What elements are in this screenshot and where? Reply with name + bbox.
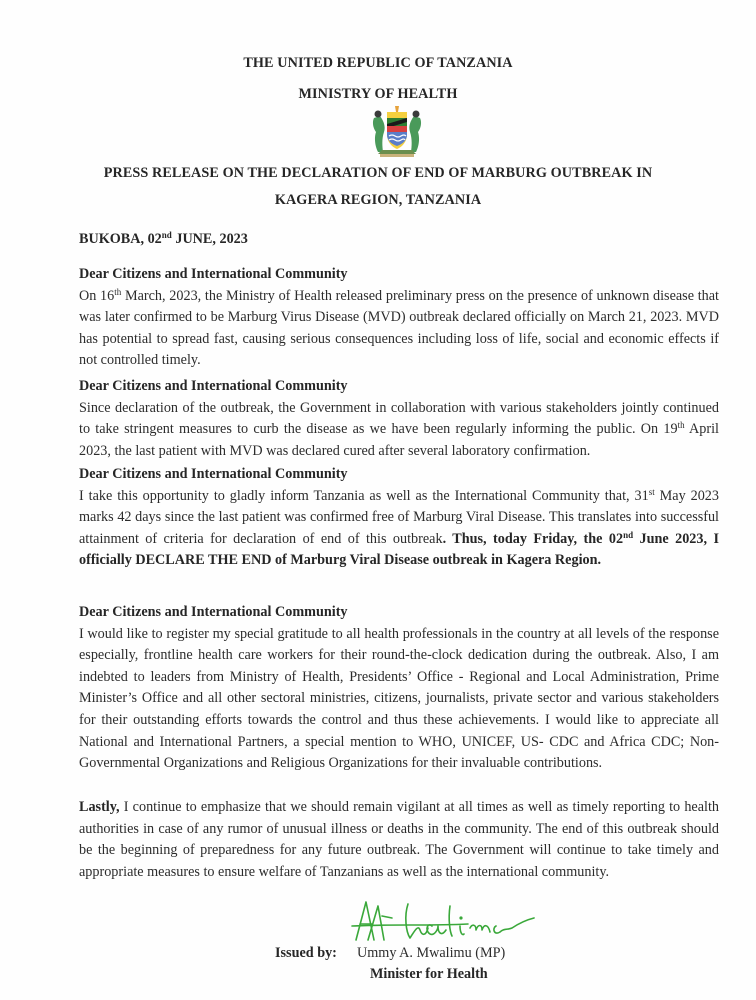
section-closing (79, 797, 719, 883)
ministry-heading: MINISTRY OF HEALTH (298, 86, 458, 102)
paragraph: I take this opportunity to gladly inform Tanzania as well as the International Community that, 31st May 2023 marks 42 days since the last patient was confirmed free of Marburg Viral Disease. This translates into successful attainment of criteria for declaration of end of this outbreak. Thus, today Friday, the 02nd June 2023, I officially DECLARE THE END of Marburg Viral Disease outbreak in Kagera Region. (79, 486, 719, 569)
paragraph: Lastly, I continue to emphasize that we should remain vigilant at all times as well as timely reporting to health authorities in case of any rumor of unusual illness or deaths in the community. The end of this outbreak should be the beginning of preparedness for any future outbreak. The Government will continue to take timely and appropriate measures to ensure welfare of Tanzanians as well as the international community. (79, 799, 719, 880)
dateline-place: BUKOBA, 02 (79, 231, 162, 247)
issuer-name: Ummy A. Mwalimu (MP) (357, 945, 506, 961)
issued-by-label: Issued by: (275, 945, 337, 961)
salutation: Dear Citizens and International Community (79, 604, 348, 620)
salutation: Dear Citizens and International Community (79, 466, 348, 482)
tanzania-coat-of-arms-icon (368, 104, 426, 160)
salutation: Dear Citizens and International Community (79, 266, 348, 282)
section-measures (79, 376, 719, 462)
salutation: Dear Citizens and International Community (79, 378, 348, 394)
paragraph: On 16th March, 2023, the Ministry of Health released preliminary press on the presence of unknown disease that was later confirmed to be Marburg Virus Disease (MVD) outbreak declared officially on March 21, 2023. MVD has potential to spread fast, causing serious consequences including loss of life, social and economic effects if not controlled timely. (79, 286, 719, 369)
section-declaration (79, 464, 719, 572)
issuer-title: Minister for Health (370, 966, 488, 982)
section-gratitude (79, 602, 719, 775)
dateline-ordinal: nd (161, 230, 172, 240)
paragraph: I would like to register my special gratitude to all health professionals in the country at all levels of the response especially, frontline health care workers for their round-the-clock dedication during the outbreak. Also, I am indebted to leaders from Ministry of Health, Presidents’ Office - Regional and Local Administration, Prime Minister’s Office and all other sectoral ministries, citizens, journalists, private sector and various stakeholders for their outstanding efforts towards the control and thus these achievements. I would like to appreciate all National and International Partners, a special mention to WHO, UNICEF, US- CDC and Africa CDC; Non-Governmental Organizations and Religious Organizations for their invaluable contributions. (79, 625, 719, 772)
dateline-date: JUNE, 2023 (171, 231, 248, 247)
paragraph: Since declaration of the outbreak, the Government in collaboration with various stakeholders jointly continued to take stringent measures to curb the disease as we have been regularly informing the public. On 19th April 2023, the last patient with MVD was declared cured after several laboratory confirmation. (79, 399, 719, 459)
handwritten-signature-icon (348, 896, 578, 946)
dateline (79, 231, 248, 248)
lead-word: Lastly, (79, 799, 120, 815)
country-heading: THE UNITED REPUBLIC OF TANZANIA (243, 55, 513, 71)
press-release-title-line-2: KAGERA REGION, TANZANIA (274, 192, 482, 208)
declaration-statement: . Thus, today Friday, the 02nd June 2023, I officially DECLARE THE END of Marburg Viral Disease outbreak in Kagera Region. (79, 529, 719, 569)
issued-by-line (275, 945, 505, 962)
press-release-title-line-1: PRESS RELEASE ON THE DECLARATION OF END OF MARBURG OUTBREAK IN (103, 165, 653, 181)
section-announcement (79, 264, 719, 372)
